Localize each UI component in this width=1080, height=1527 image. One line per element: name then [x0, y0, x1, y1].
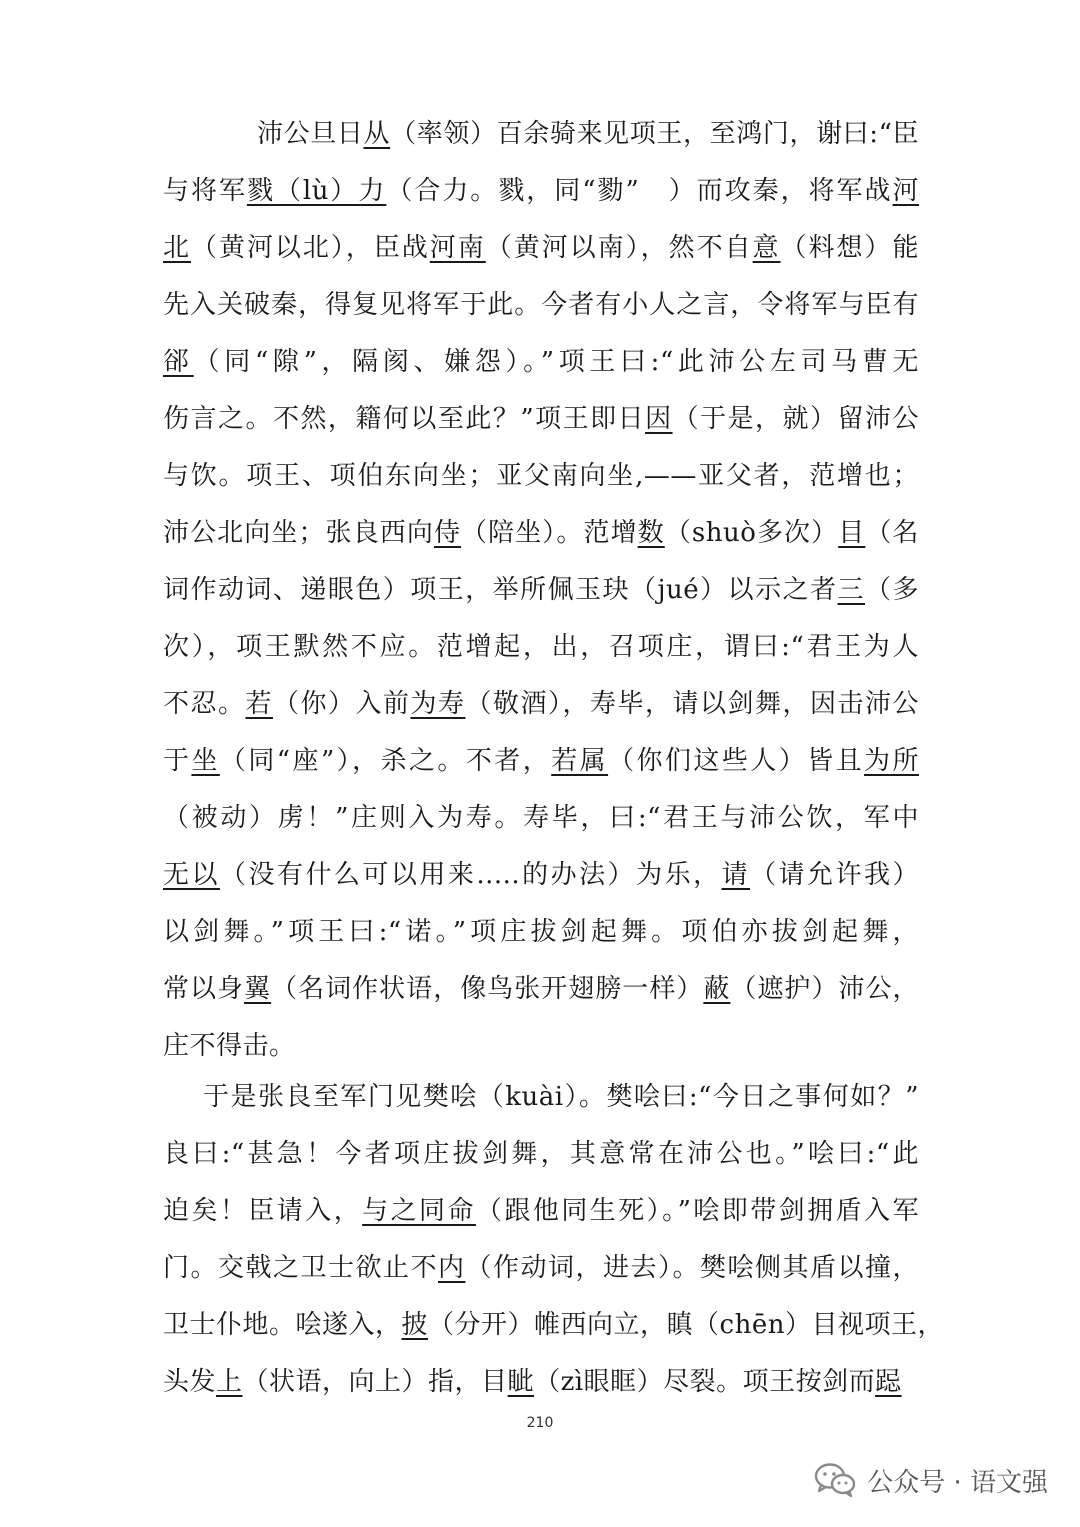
text-segment: 卫士仆地。哙遂入，: [163, 1310, 402, 1340]
annotated-term: 坐: [191, 746, 220, 776]
text-segment: 沛公旦日: [257, 119, 364, 149]
annotated-term: 为寿: [410, 689, 466, 719]
paragraph-2: [163, 1069, 944, 1411]
text-segment: （作动词，进去）。樊哙侧其盾以撞，: [465, 1253, 919, 1283]
annotated-term: 三: [837, 575, 866, 605]
text-line: [163, 619, 919, 676]
text-segment: （同“座”），杀之。不者，: [219, 746, 552, 776]
annotated-term: 意: [752, 233, 781, 263]
text-segment: 先入关破秦，得复见将军于此。今者有小人之言，令将军与臣有: [163, 290, 919, 320]
text-segment: （合力。戮，同“勠” ）而攻秦，将军战: [386, 176, 893, 206]
text-segment: 次），项王默然不应。范增起，出，召项庄，谓曰:“君王为人: [163, 632, 919, 662]
text-segment: 沛公北向坐；张良西向: [163, 518, 434, 548]
text-segment: 迫矣！臣请入，: [163, 1196, 363, 1226]
annotated-term: 上: [216, 1367, 243, 1397]
text-line: [163, 1240, 919, 1297]
text-segment: 头发: [163, 1367, 217, 1397]
text-line: [163, 1126, 919, 1183]
text-segment: 门。交戟之卫士欲止不: [163, 1253, 438, 1283]
annotated-term: 河南: [429, 233, 486, 263]
annotated-term: 从: [363, 119, 391, 149]
text-segment: （黄河以北），臣战: [190, 233, 430, 263]
text-segment: （于是，就）留沛公: [672, 404, 919, 434]
text-segment: 与将军: [163, 176, 247, 206]
text-line: [163, 391, 919, 448]
text-line: [163, 847, 919, 904]
text-line: [163, 904, 919, 961]
text-segment: （多: [865, 575, 919, 605]
wechat-watermark: [813, 1455, 1048, 1505]
annotated-term: 若属: [551, 746, 609, 776]
text-segment: （你）入前: [273, 689, 411, 719]
annotated-term: 若: [245, 689, 273, 719]
text-segment: （zì眼眶）尽裂。项王按剑而: [534, 1367, 876, 1397]
annotated-term: 蔽: [703, 974, 731, 1004]
text-segment: 词作动词、递眼色）项王，举所佩玉玦（jué）以示之者: [163, 575, 838, 605]
text-segment: （分开）帷西向立，瞋（chēn）目视项王，: [428, 1310, 944, 1340]
paragraph-1: [163, 106, 919, 1075]
text-line: [163, 1069, 919, 1126]
text-line: [163, 1354, 919, 1411]
annotated-term: 为所: [864, 746, 919, 776]
text-segment: （同“隙”，隔阂、嫌怨）。”项王曰:“此沛公左司马曹无: [193, 347, 919, 377]
text-line: [163, 1183, 919, 1240]
annotated-term: 河: [892, 176, 919, 206]
text-line: [163, 790, 919, 847]
text-segment: 与饮。项王、项伯东向坐；亚父南向坐,——亚父者，范增也；: [163, 461, 919, 491]
text-segment: （你们这些人）皆且: [608, 746, 865, 776]
text-segment: （shuò多次）: [664, 518, 839, 548]
annotated-term: 请: [721, 860, 751, 890]
annotated-term: 眦: [507, 1367, 535, 1397]
text-segment: （请允许我）: [750, 860, 919, 890]
text-segment: （没有什么可以用来.....的办法）为乐，: [219, 860, 722, 890]
watermark-text: 公众号 · 语文强: [867, 1467, 1048, 1498]
text-line: [163, 562, 919, 619]
page-number: 210: [526, 1415, 554, 1431]
text-line: [163, 163, 919, 220]
text-line: [163, 220, 919, 277]
annotated-term: 戮（lù）力: [246, 176, 387, 206]
annotated-term: 北: [163, 233, 191, 263]
text-line: [163, 448, 919, 505]
text-segment: （敬酒），寿毕，请以剑舞，因击沛公: [465, 689, 919, 719]
text-line: [163, 106, 919, 163]
annotated-term: 郤: [163, 347, 194, 377]
text-segment: （跟他同生死）。”哙即带剑拥盾入军: [475, 1196, 919, 1226]
annotated-term: 与之同命: [362, 1196, 476, 1226]
text-line: [163, 1297, 944, 1354]
text-segment: （陪坐）。范增: [461, 518, 638, 548]
text-segment: （黄河以南），然不自: [485, 233, 753, 263]
annotated-term: 数: [637, 518, 665, 548]
text-segment: 于是张良至军门见樊哙（kuài）。樊哙曰:“今日之事何如？”: [203, 1082, 919, 1112]
annotated-term: 因: [645, 404, 673, 434]
annotated-term: 目: [838, 518, 866, 548]
text-line: [163, 334, 919, 391]
annotated-term: 翼: [244, 974, 272, 1004]
text-segment: （料想）能: [780, 233, 919, 263]
text-segment: （名: [865, 518, 919, 548]
text-segment: 不忍。: [163, 689, 246, 719]
text-segment: 常以身: [163, 974, 245, 1004]
annotated-term: 内: [437, 1253, 466, 1283]
annotated-term: 无以: [163, 860, 220, 890]
text-segment: 良曰:“甚急！今者项庄拔剑舞，其意常在沛公也。”哙曰:“此: [163, 1139, 919, 1169]
text-segment: （状语，向上）指，目: [242, 1367, 508, 1397]
text-segment: （率领）百余骑来见项王，至鸿门，谢曰:“臣: [390, 119, 919, 149]
text-segment: 以剑舞。”项王曰:“诺。”项庄拔剑起舞。项伯亦拔剑起舞，: [163, 917, 919, 947]
text-segment: 伤言之。不然，籍何以至此？”项王即日: [163, 404, 646, 434]
text-segment: 庄不得击。: [163, 1031, 296, 1061]
annotated-term: 侍: [433, 518, 462, 548]
annotated-term: 跽: [875, 1367, 902, 1397]
text-segment: （被动）虏！”庄则入为寿。寿毕，曰:“君王与沛公饮，军中: [163, 803, 919, 833]
text-segment: （名词作状语，像鸟张开翅膀一样）: [271, 974, 704, 1004]
text-line: [163, 1018, 919, 1075]
wechat-icon: [813, 1461, 857, 1499]
text-line: [163, 733, 919, 790]
annotated-term: 披: [401, 1310, 429, 1340]
text-segment: （遮护）沛公，: [730, 974, 919, 1004]
text-line: [163, 961, 919, 1018]
text-line: [163, 277, 919, 334]
text-line: [163, 676, 919, 733]
text-line: [163, 505, 919, 562]
text-segment: 于: [163, 746, 192, 776]
